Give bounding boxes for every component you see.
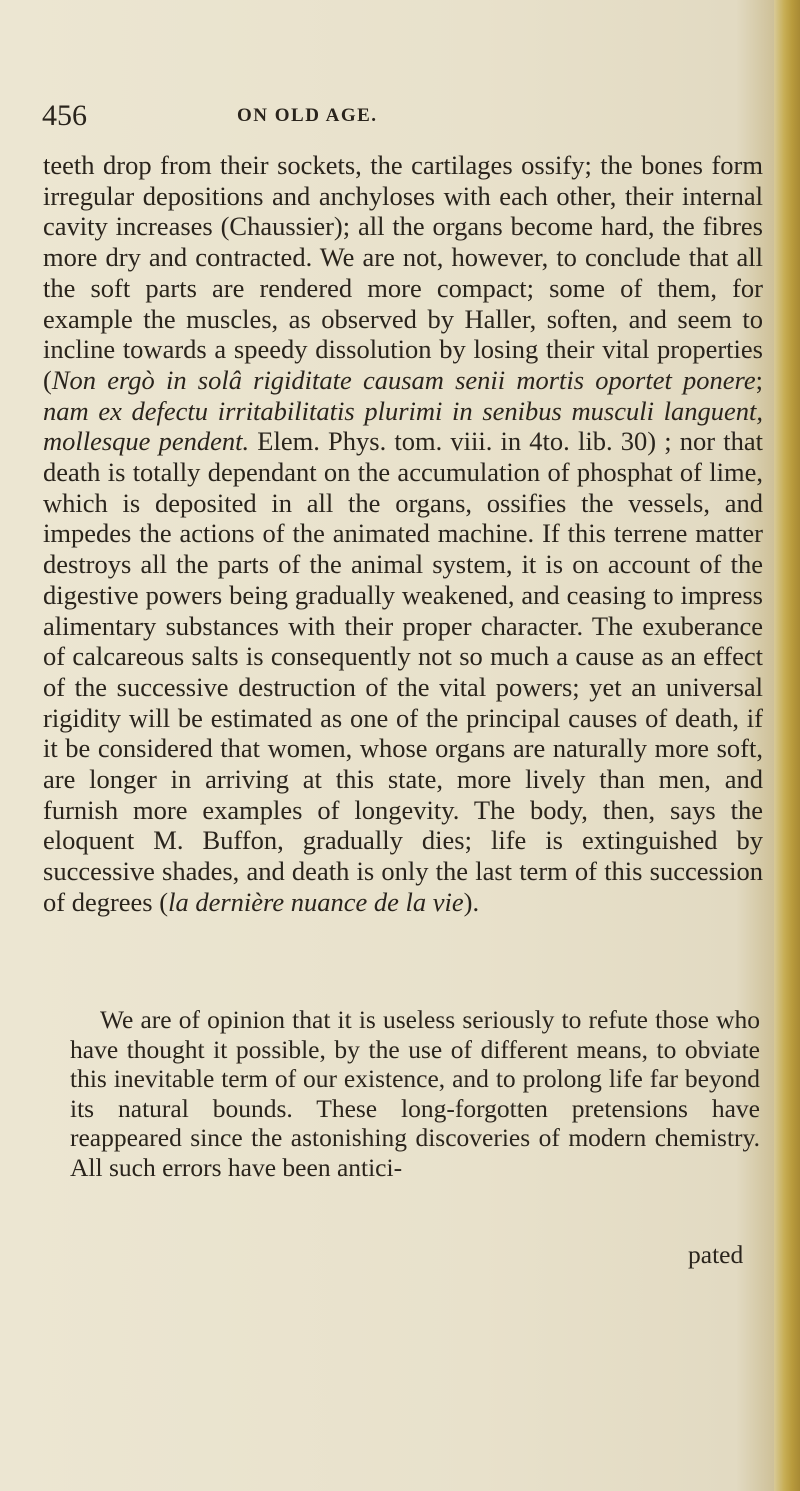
body-paragraph-2 [70, 1005, 760, 1183]
running-title: ON OLD AGE. [237, 105, 378, 126]
paragraph-1-text [43, 150, 763, 918]
catchword: pated [688, 1240, 744, 1269]
body-paragraph-1 [43, 150, 763, 918]
paragraph-1-part-4: ). [463, 886, 480, 917]
french-quote: la dernière nuance de la vie [168, 886, 464, 917]
latin-quote-2: nam ex defectu irritabilitatis plurimi in senibus musculi languent, mollesque pendent. [43, 395, 763, 457]
paragraph-1-part-3: Elem. Phys. tom. viii. in 4to. lib. 30) ; nor that death is totally dependant on the accumulation of phosphat of lime, which is deposited in all the organs, ossifies the vessels, and impedes the actions of the animated machine. If this terrene matter destroys all the parts of the animal system, it is on account of the digestive powers being gradually weakened, and ceasing to impress alimentary substances with their proper character. The exuberance of calcareous salts is consequently not so much a cause as an effect of the successive destruction of the vital powers; yet an universal rigidity will be estimated as one of the principal causes of death, if it be considered that women, whose organs are naturally more soft, are longer in arriving at this state, more lively than men, and furnish more examples of longevity. The body, then, says the eloquent M. Buffon, gradually dies; life is extinguished by successive shades, and death is only the last term of this succession of degrees ( [43, 426, 763, 917]
paragraph-1-part-2: ; [755, 364, 763, 395]
paragraph-2-text: We are of opinion that it is useless seriously to refute those who have thought it possible, by the use of different means, to obviate this inevitable term of our existence, and to prolong life far beyond its natural bounds. These long-forgotten pretensions have reappeared since the astonishing discoveries of modern chemistry. All such errors have been antici- [70, 1005, 760, 1182]
latin-quote-1: Non ergò in solâ rigiditate causam senii mortis oportet ponere [51, 364, 756, 395]
page-header [42, 96, 762, 136]
page-number: 456 [42, 99, 87, 132]
page-edge-binding [774, 0, 800, 1491]
paragraph-1-part-1: teeth drop from their sockets, the cartilages ossify; the bones form irregular depositions and anchyloses with each other, their internal cavity increases (Chaussier); all the organs become hard, the fibres more dry and contracted. We are not, however, to conclude that all the soft parts are rendered more compact; some of them, for example the muscles, as observed by Haller, soften, and seem to incline towards a speedy dissolution by losing their vital properties ( [43, 150, 763, 395]
